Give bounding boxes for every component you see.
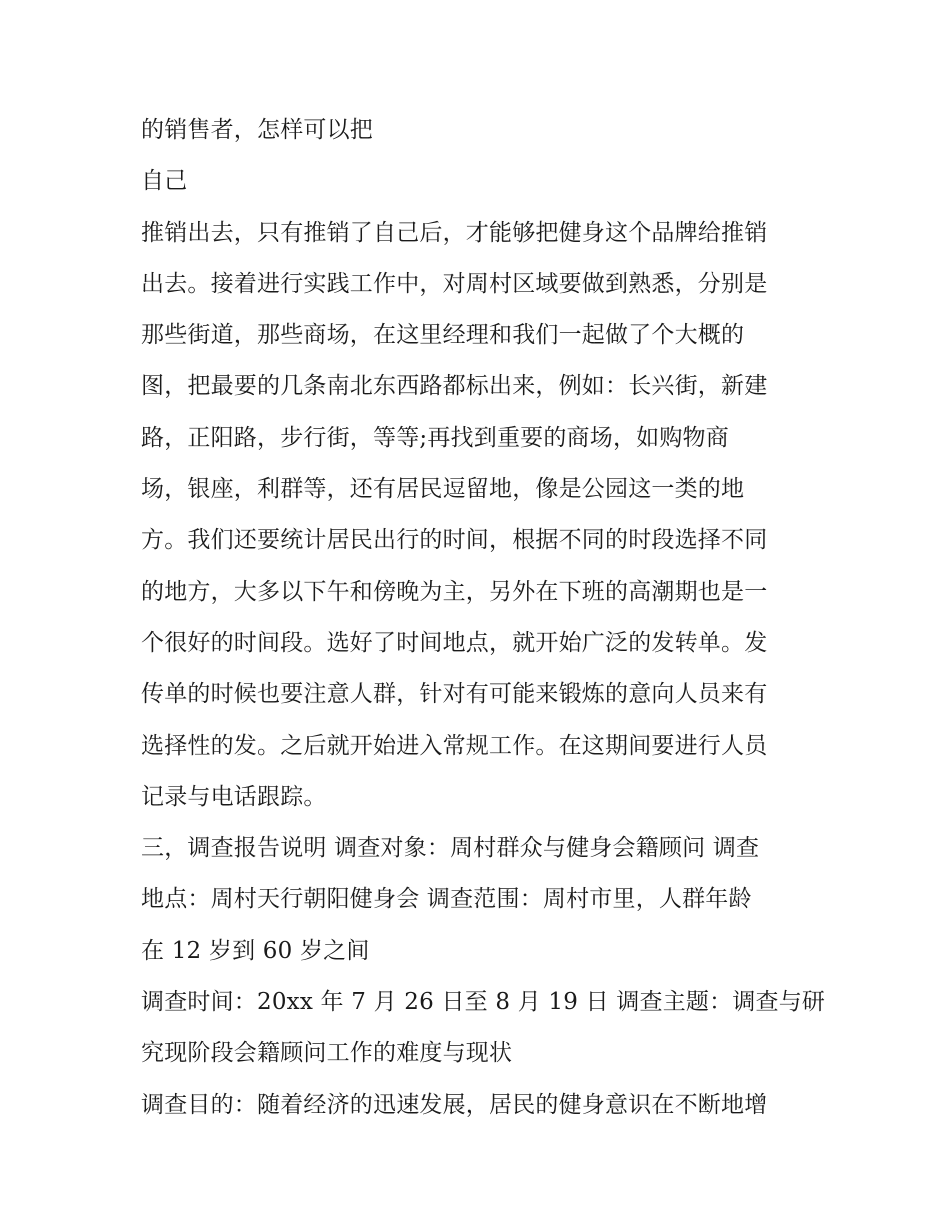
text-line: 地点：周村天行朝阳健身会 调查范围：周村市里，人群年龄 [141,886,752,913]
body-text [141,108,826,1134]
text-line: 记录与电话跟踪。 [141,783,327,810]
text-line: 个很好的时间段。选好了时间地点，就开始广泛的发转单。发 [141,629,768,656]
text-line: 调查目的：随着经济的迅速发展，居民的健身意识在不断地增 [141,1091,768,1118]
text-line: 那些街道，那些商场，在这里经理和我们一起做了个大概的 [141,322,745,349]
text-line: 的地方，大多以下午和傍晚为主，另外在下班的高潮期也是一 [141,578,768,605]
text-line: 图，把最要的几条南北东西路都标出来，例如：长兴街，新建 [141,373,768,400]
text-line: 路，正阳路，步行街，等等;再找到重要的商场，如购物商 [141,424,729,451]
text-line: 传单的时候也要注意人群，针对有可能来锻炼的意向人员来有 [141,681,768,708]
section-heading-line: 三，调查报告说明 调查对象：周村群众与健身会籍顾问 调查 [141,835,760,862]
text-line: 场，银座，利群等，还有居民逗留地，像是公园这一类的地 [141,476,745,503]
text-line: 调查时间：20xx 年 7 月 26 日至 8 月 19 日 调查主题：调查与研 [141,989,826,1016]
text-line: 方。我们还要统计居民出行的时间，根据不同的时段选择不同 [141,527,768,554]
text-line: 的销售者，怎样可以把 [141,117,373,143]
text-line: 选择性的发。之后就开始进入常规工作。在这期间要进行人员 [141,732,768,759]
text-line: 自己 [141,168,188,195]
text-line: 在 12 岁到 60 岁之间 [141,937,370,964]
text-line: 究现阶段会籍顾问工作的难度与现状 [141,1040,513,1067]
text-line: 出去。接着进行实践工作中，对周村区域要做到熟悉，分别是 [141,270,768,297]
text-line: 推销出去，只有推销了自己后，才能够把健身这个品牌给推销 [141,219,768,246]
